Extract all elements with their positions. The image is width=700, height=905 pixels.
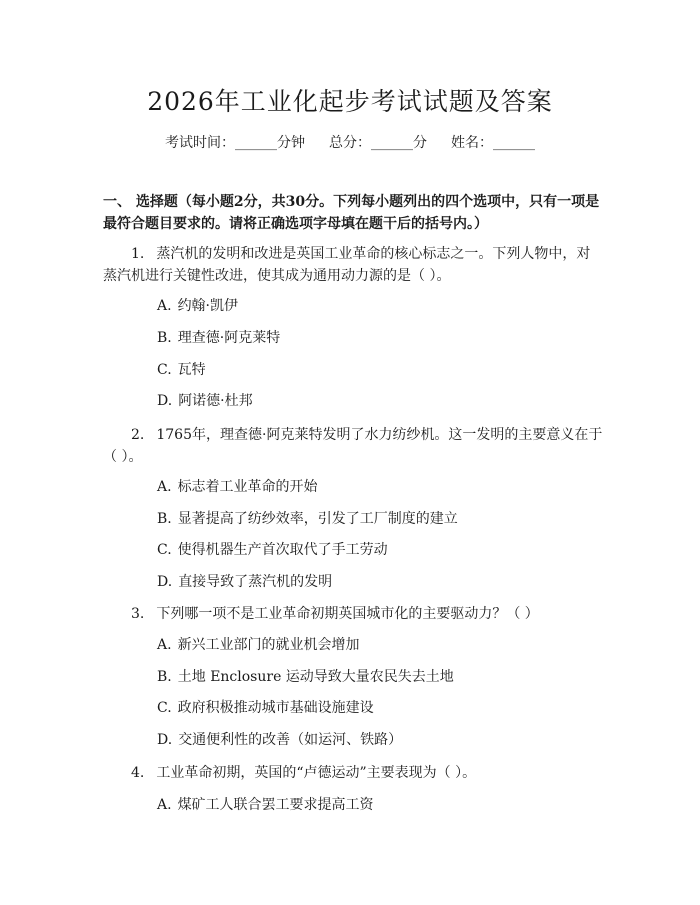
option-text: 政府积极推动城市基础设施建设	[177, 700, 374, 716]
option-letter: C.	[157, 700, 172, 716]
option-2b	[157, 509, 458, 529]
option-text: 标志着工业革命的开始	[177, 479, 318, 495]
option-1b	[157, 328, 280, 348]
option-3b	[157, 667, 454, 687]
question-text: 蒸汽机的发明和改进是英国工业革命的核心标志之一。下列人物中，对蒸汽机进行关键性改进，使其成为通用动力源的是（ ）。	[103, 246, 591, 284]
option-text: 瓦特	[177, 362, 206, 378]
exam-time-field: 考试时间：______分钟	[165, 135, 305, 151]
option-letter: D.	[157, 393, 173, 409]
question-number: 2.	[131, 427, 145, 443]
option-2d	[157, 572, 332, 592]
option-letter: A.	[157, 797, 172, 813]
option-3a	[157, 635, 360, 655]
option-2c	[157, 540, 388, 560]
option-text: 约翰·凯伊	[177, 298, 239, 314]
option-letter: D.	[157, 732, 173, 748]
exam-info-line	[0, 132, 700, 152]
option-letter: D.	[157, 574, 173, 590]
question-number: 4.	[131, 765, 145, 781]
option-letter: C.	[157, 362, 172, 378]
option-text: 理查德·阿克莱特	[177, 330, 281, 346]
question-number: 3.	[131, 606, 145, 622]
option-1d	[157, 391, 253, 411]
option-text: 使得机器生产首次取代了手工劳动	[177, 542, 388, 558]
option-text: 显著提高了纺纱效率，引发了工厂制度的建立	[177, 511, 458, 527]
option-1a	[157, 296, 238, 316]
option-letter: A.	[157, 479, 172, 495]
question-4	[103, 762, 603, 784]
question-1	[103, 243, 603, 287]
option-1c	[157, 360, 206, 380]
option-letter: A.	[157, 637, 172, 653]
option-text: 新兴工业部门的就业机会增加	[177, 637, 360, 653]
option-2a	[157, 477, 318, 497]
question-text: 下列哪一项不是工业革命初期英国城市化的主要驱动力？（ ）	[156, 606, 539, 622]
option-text: 直接导致了蒸汽机的发明	[178, 574, 333, 590]
option-4a	[157, 795, 374, 815]
option-letter: B.	[157, 511, 172, 527]
question-3	[103, 603, 603, 625]
option-text: 交通便利性的改善（如运河、铁路）	[178, 732, 403, 748]
question-2	[103, 424, 603, 468]
question-text: 工业革命初期，英国的“卢德运动”主要表现为（ ）。	[156, 765, 477, 781]
option-3c	[157, 698, 374, 718]
total-score-field: 总分：______分	[329, 135, 427, 151]
option-text: 阿诺德·杜邦	[178, 393, 253, 409]
option-text: 煤矿工人联合罢工要求提高工资	[177, 797, 374, 813]
name-field: 姓名：______	[451, 135, 535, 151]
section-heading: 一、 选择题（每小题2分，共30分。下列每小题列出的四个选项中，只有一项是最符合题目要求的。请将正确选项字母填在题干后的括号内。）	[103, 194, 600, 232]
option-letter: C.	[157, 542, 172, 558]
page-title: 2026年工业化起步考试试题及答案	[147, 87, 553, 116]
question-text: 1765年，理查德·阿克莱特发明了水力纺纱机。这一发明的主要意义在于（ ）。	[103, 427, 603, 465]
option-3d	[157, 730, 402, 750]
option-letter: B.	[157, 669, 172, 685]
option-letter: A.	[157, 298, 172, 314]
option-text: 土地 Enclosure 运动导致大量农民失去土地	[177, 669, 454, 685]
option-letter: B.	[157, 330, 172, 346]
question-number: 1.	[131, 246, 145, 262]
